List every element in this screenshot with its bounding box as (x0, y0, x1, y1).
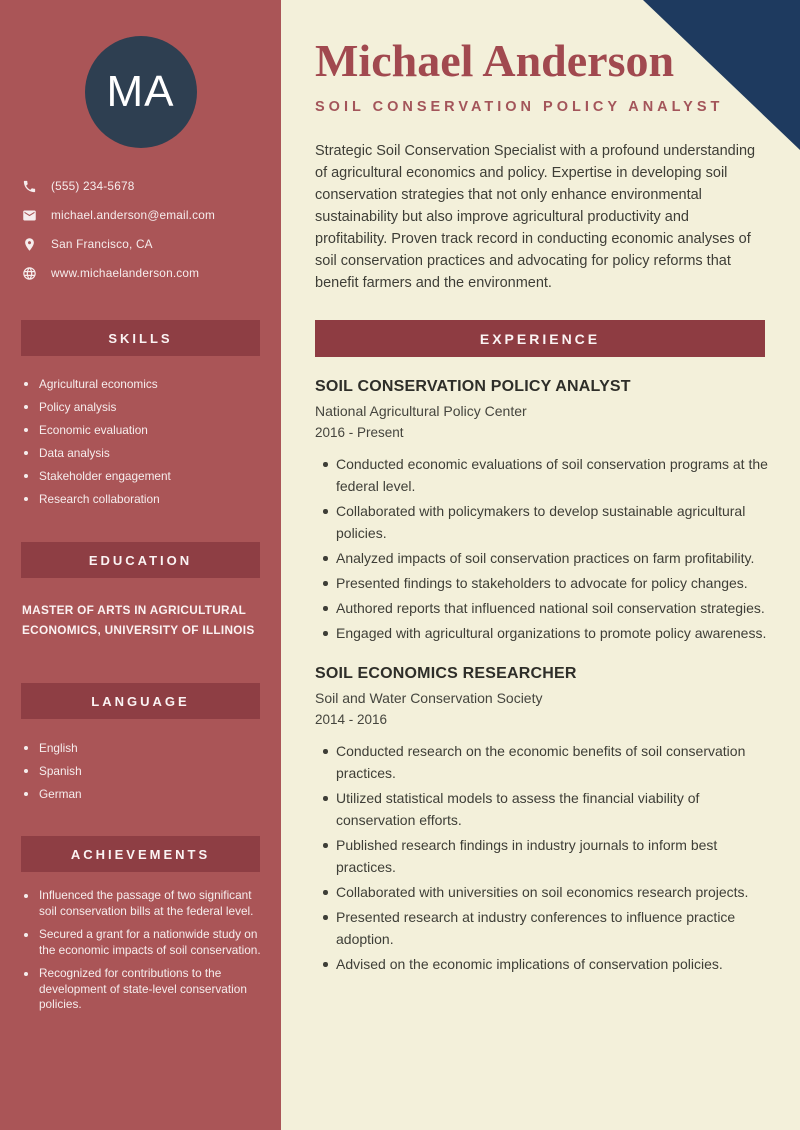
summary-paragraph: Strategic Soil Conservation Specialist with a profound understanding of agricultural economics and policy. Expertise in developing soil conservation strategies that not only enhance environmental sustainability but also improve agricultural productivity and profitability. Proven track record in conducting economic analyses of soil conservation practices and advocating for policy reforms that benefit farmers and the environment. (315, 143, 756, 291)
job-bullet: Presented findings to stakeholders to advocate for policy changes. (323, 572, 773, 594)
skills-list (0, 376, 281, 507)
phone-number: (555) 234-5678 (51, 179, 135, 193)
job-bullet: Collaborated with policymakers to develop sustainable agricultural policies. (323, 500, 773, 544)
achievements-section-header: ACHIEVEMENTS (21, 836, 260, 872)
job-bullet: Collaborated with universities on soil economics research projects. (323, 881, 773, 903)
avatar-initials: MA (106, 67, 175, 116)
experience-section-header: EXPERIENCE (315, 320, 765, 357)
language-section-header: LANGUAGE (21, 683, 260, 719)
job-bullet: Engaged with agricultural organizations to promote policy awareness. (323, 622, 773, 644)
website-url: www.michaelanderson.com (51, 266, 200, 280)
contact-phone (22, 178, 267, 194)
email-address: michael.anderson@email.com (51, 208, 216, 222)
language-item: German (24, 786, 263, 802)
job-bullet: Utilized statistical models to assess the financial viability of conservation efforts. (323, 787, 773, 831)
contact-location (22, 236, 267, 252)
job-dates: 2016 - Present (315, 425, 404, 440)
job-entry-1 (315, 378, 773, 644)
achievement-item: Influenced the passage of two significant soil conservation bills at the federal level. (24, 888, 263, 919)
person-role: SOIL CONSERVATION POLICY ANALYST (315, 99, 724, 115)
education-degree: MASTER OF ARTS IN AGRICULTURAL ECONOMICS, UNIVERSITY OF ILLINOIS (22, 603, 255, 637)
language-list (0, 740, 281, 802)
achievement-item: Recognized for contributions to the development of state-level conservation policies. (24, 966, 263, 1013)
job-title: SOIL CONSERVATION POLICY ANALYST (315, 378, 631, 395)
job-company: Soil and Water Conservation Society (315, 690, 543, 706)
job-company: National Agricultural Policy Center (315, 403, 527, 419)
job-bullet-list (315, 740, 773, 975)
location-pin-icon (22, 237, 37, 252)
contact-website[interactable] (22, 265, 267, 281)
skill-item: Economic evaluation (24, 422, 263, 438)
job-bullet: Authored reports that influenced national soil conservation strategies. (323, 597, 773, 619)
language-item: English (24, 740, 263, 756)
job-bullet: Presented research at industry conferences to influence practice adoption. (323, 906, 773, 950)
skill-item: Data analysis (24, 445, 263, 461)
achievement-item: Secured a grant for a nationwide study on the economic impacts of soil conservation. (24, 927, 263, 958)
skill-item: Stakeholder engagement (24, 468, 263, 484)
skill-item: Agricultural economics (24, 376, 263, 392)
job-bullet: Published research findings in industry journals to inform best practices. (323, 834, 773, 878)
email-icon (22, 208, 37, 223)
job-bullet: Conducted research on the economic benefits of soil conservation practices. (323, 740, 773, 784)
contact-list (0, 178, 281, 281)
contact-email[interactable] (22, 207, 267, 223)
job-entry-2 (315, 665, 773, 975)
education-section-header: EDUCATION (21, 542, 260, 578)
language-item: Spanish (24, 763, 263, 779)
globe-icon (22, 266, 37, 281)
job-bullet-list (315, 453, 773, 644)
job-dates: 2014 - 2016 (315, 712, 388, 727)
phone-icon (22, 179, 37, 194)
skills-section-header: SKILLS (21, 320, 260, 356)
main-content (281, 0, 800, 1130)
achievements-list (0, 888, 281, 1013)
skill-item: Research collaboration (24, 491, 263, 507)
job-bullet: Analyzed impacts of soil conservation practices on farm profitability. (323, 547, 773, 569)
avatar (85, 36, 197, 148)
location-text: San Francisco, CA (51, 237, 153, 251)
job-bullet: Conducted economic evaluations of soil conservation programs at the federal level. (323, 453, 773, 497)
person-name: Michael Anderson (315, 35, 675, 86)
job-title: SOIL ECONOMICS RESEARCHER (315, 665, 577, 682)
skill-item: Policy analysis (24, 399, 263, 415)
sidebar (0, 0, 281, 1130)
job-bullet: Advised on the economic implications of conservation policies. (323, 953, 773, 975)
